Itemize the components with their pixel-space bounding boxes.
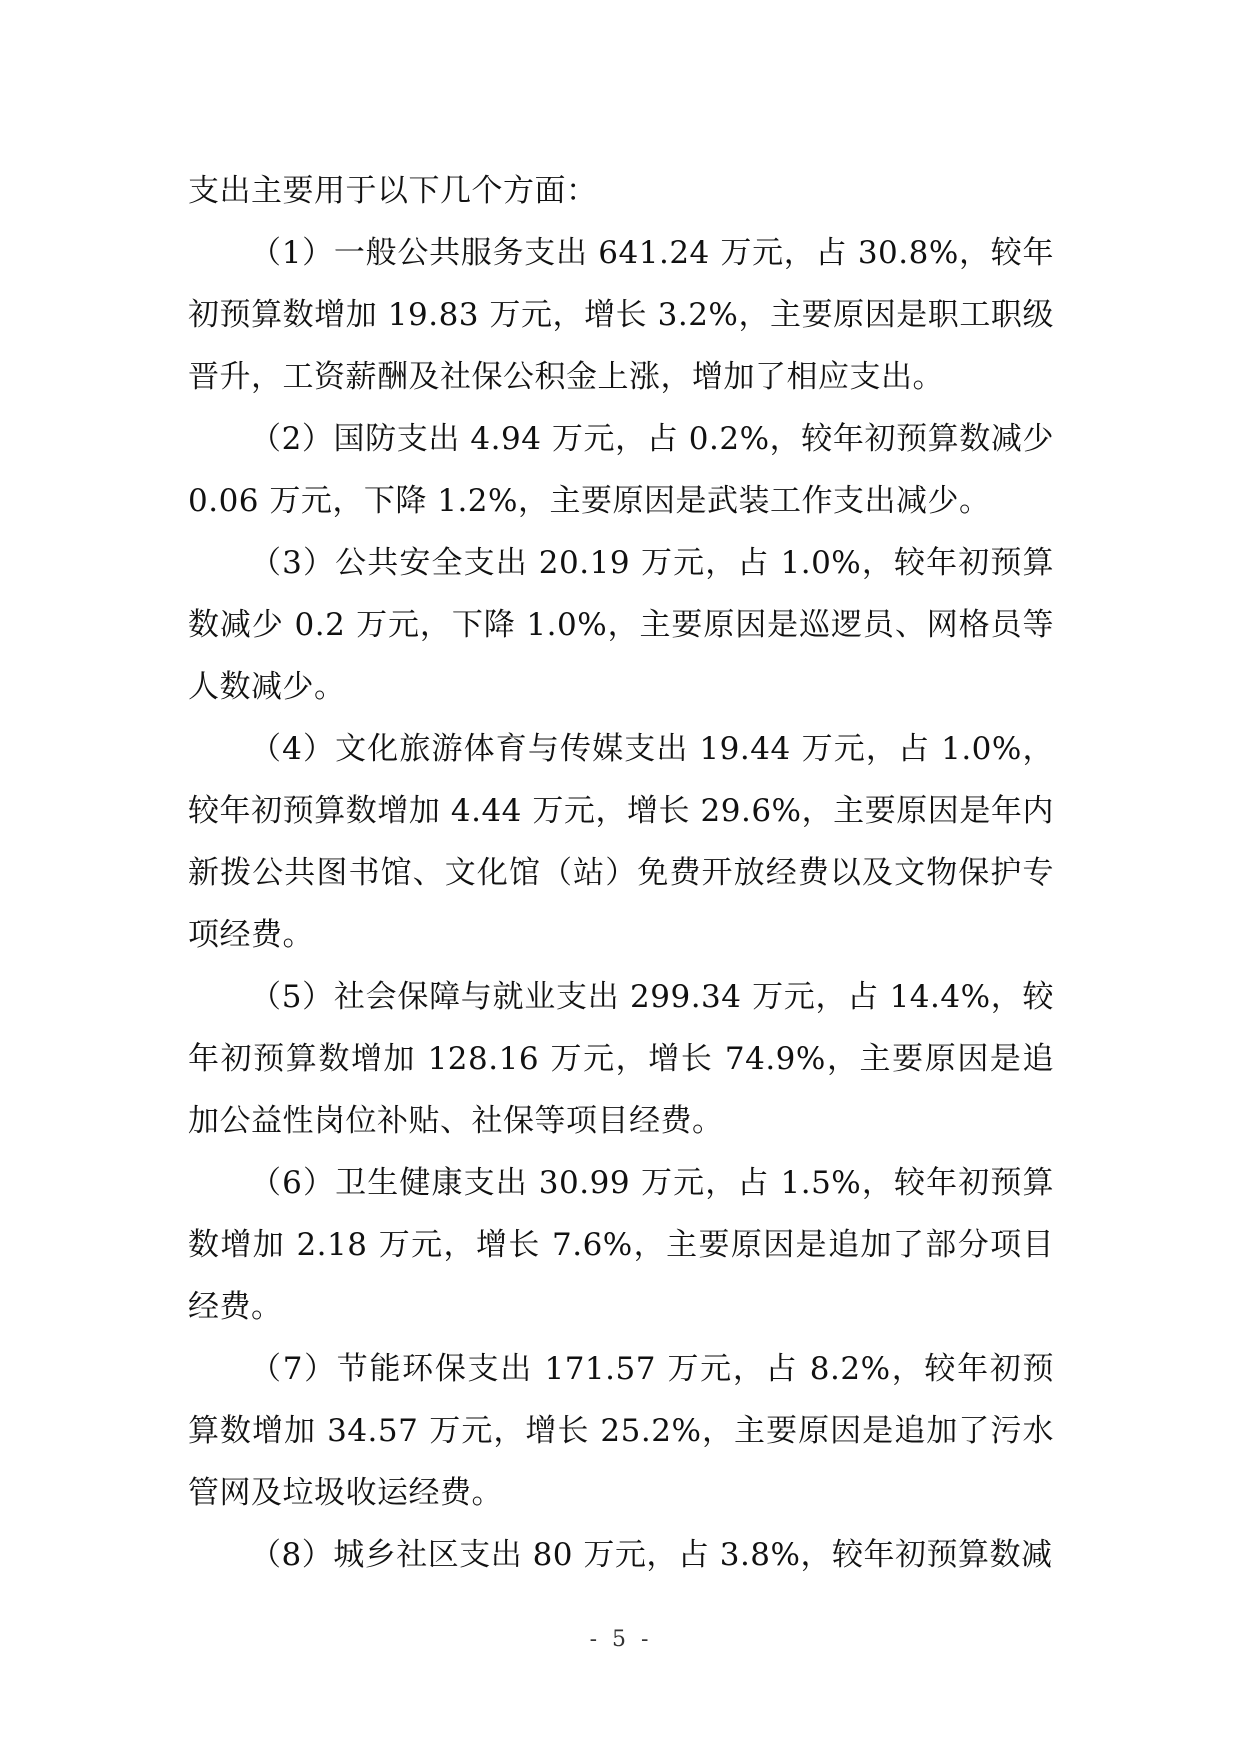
intro-paragraph: 支出主要用于以下几个方面： (188, 173, 598, 209)
document-body (188, 160, 1054, 1586)
paragraph-health: （6）卫生健康支出 30.99 万元，占 1.5%，较年初预算数增加 2.18 万元，增长 7.6%，主要原因是追加了部分项目经费。 (188, 1165, 1054, 1325)
page-number: - 5 - (589, 1627, 653, 1652)
paragraph-public-security: （3）公共安全支出 20.19 万元，占 1.0%，较年初预算数减少 0.2 万元，下降 1.0%，主要原因是巡逻员、网格员等人数减少。 (188, 545, 1054, 705)
paragraph-culture-tourism-sports-media: （4）文化旅游体育与传媒支出 19.44 万元，占 1.0%，较年初预算数增加 4.44 万元，增长 29.6%，主要原因是年内新拨公共图书馆、文化馆（站）免费开放经费以及文物保护专项经费。 (188, 731, 1054, 953)
paragraph-social-security-employment: （5）社会保障与就业支出 299.34 万元，占 14.4%，较年初预算数增加 128.16 万元，增长 74.9%，主要原因是追加公益性岗位补贴、社保等项目经费。 (188, 979, 1054, 1139)
paragraph-national-defense: （2）国防支出 4.94 万元，占 0.2%，较年初预算数减少 0.06 万元，下降 1.2%，主要原因是武装工作支出减少。 (188, 421, 1054, 519)
paragraph-urban-rural-community: （8）城乡社区支出 80 万元，占 3.8%，较年初预算数减 (250, 1537, 1053, 1573)
paragraph-energy-environment: （7）节能环保支出 171.57 万元，占 8.2%，较年初预算数增加 34.57 万元，增长 25.2%，主要原因是追加了污水管网及垃圾收运经费。 (188, 1351, 1054, 1511)
paragraph-general-public-services: （1）一般公共服务支出 641.24 万元，占 30.8%，较年初预算数增加 19.83 万元，增长 3.2%，主要原因是职工职级晋升，工资薪酬及社保公积金上涨，增加了相应支出。 (188, 235, 1054, 395)
